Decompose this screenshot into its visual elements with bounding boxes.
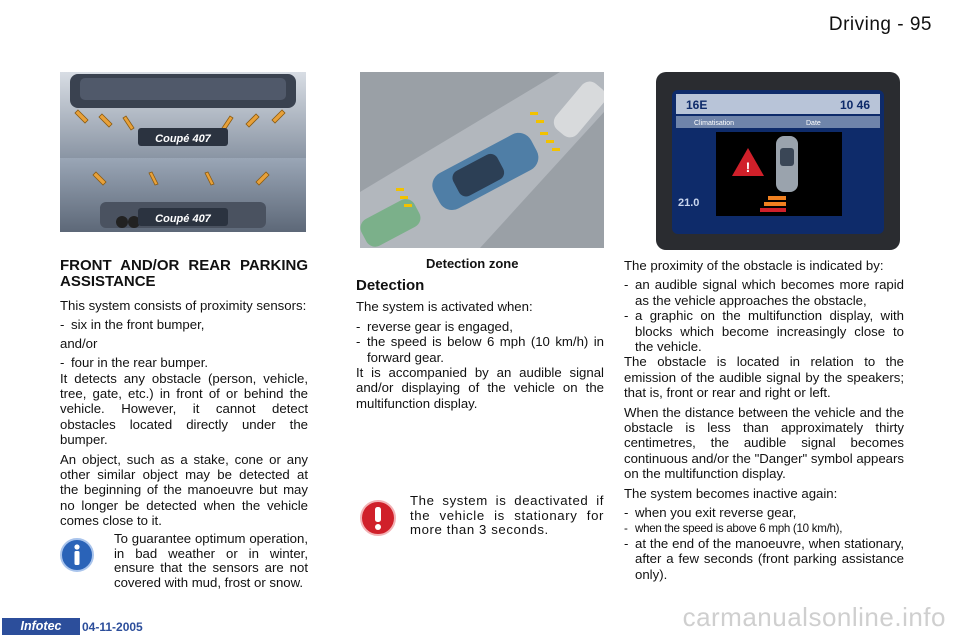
column-proximity <box>624 258 904 582</box>
column-detection <box>356 278 604 415</box>
multifunction-display-photo <box>656 72 900 250</box>
paragraph: It detects any obstacle (person, vehicle, tree, gate, etc.) in front of or behind the vehicle. However, it cannot detect obstacles located directly under the bumper. <box>60 370 308 448</box>
list-item: - reverse gear is engaged, <box>356 318 513 334</box>
paragraph: The obstacle is located in relation to the emission of the audible signal by the speakers; that is, front or rear and right or left. <box>624 354 904 401</box>
intro-text: The system is activated when: <box>356 299 533 315</box>
list-item: - when you exit reverse gear, <box>624 505 797 521</box>
bumper-sensors-photo <box>60 72 306 232</box>
paragraph: An object, such as a stake, cone or any other similar object may be detected at the beginning of the manoeuvre but may no longer be detected when the vehicle comes close to it. <box>60 451 308 529</box>
list-item: - at the end of the manoeuvre, when stationary, after a few seconds (front parking assistance only). <box>624 535 904 582</box>
paragraph: It is accompanied by an audible signal and/or displaying of the vehicle on the multifunction display. <box>356 365 604 411</box>
rear-badge-label: Coupé 407 <box>155 213 211 225</box>
detection-heading: Detection <box>356 277 425 294</box>
display-left-value: 16E <box>686 98 708 112</box>
svg-text:!: ! <box>745 159 751 175</box>
andor-text: and/or <box>60 335 98 351</box>
list-item: - when the speed is above 6 mph (10 km/h), <box>624 521 843 535</box>
display-bottom-value: 21.0 <box>678 197 700 209</box>
section-heading: FRONT AND/OR REAR PARKING ASSISTANCE <box>60 257 308 290</box>
intro-text: The proximity of the obstacle is indicated by: <box>624 258 884 273</box>
list-item: - an audible signal which becomes more rapid as the vehicle approaches the obstacle, <box>624 277 904 308</box>
warning-note: The system is deactivated if the vehicle is stationary for more than 3 seconds. <box>410 493 604 538</box>
detection-zone-caption: Detection zone <box>426 256 519 271</box>
page-title: Driving - 95 <box>828 14 932 35</box>
warning-icon <box>360 500 396 536</box>
display-tab-2: Date <box>806 120 821 127</box>
inactive-intro: The system becomes inactive again: <box>624 485 838 501</box>
list-item: - a graphic on the multifunction display, with blocks which become increasingly close to the vehicle. <box>624 308 904 355</box>
watermark-site: carmanualsonline.info <box>682 602 946 632</box>
front-badge-label: Coupé 407 <box>155 133 211 145</box>
list-item: - four in the rear bumper. <box>60 355 209 371</box>
list-item: - the speed is below 6 mph (10 km/h) in forward gear. <box>356 334 604 365</box>
detection-zone-illustration <box>360 72 604 248</box>
infotec-logo: Infotec <box>2 618 80 635</box>
paragraph: When the distance between the vehicle and the obstacle is less than approximately thirty centimetres, the audible signal becomes continuous and/or the "Danger" symbol appears on the multifunction display. <box>624 404 904 482</box>
column-parking-assistance <box>60 258 308 533</box>
display-time: 10 46 <box>839 98 870 112</box>
list-item: - six in the front bumper, <box>60 317 205 333</box>
display-tab-1: Climatisation <box>694 120 735 127</box>
intro-text: This system consists of proximity sensors: <box>60 298 307 313</box>
info-note: To guarantee optimum operation, in bad weather or in winter, ensure that the sensors are not covered with mud, frost or snow. <box>114 531 308 590</box>
footer-date: 04-11-2005 <box>82 620 143 634</box>
